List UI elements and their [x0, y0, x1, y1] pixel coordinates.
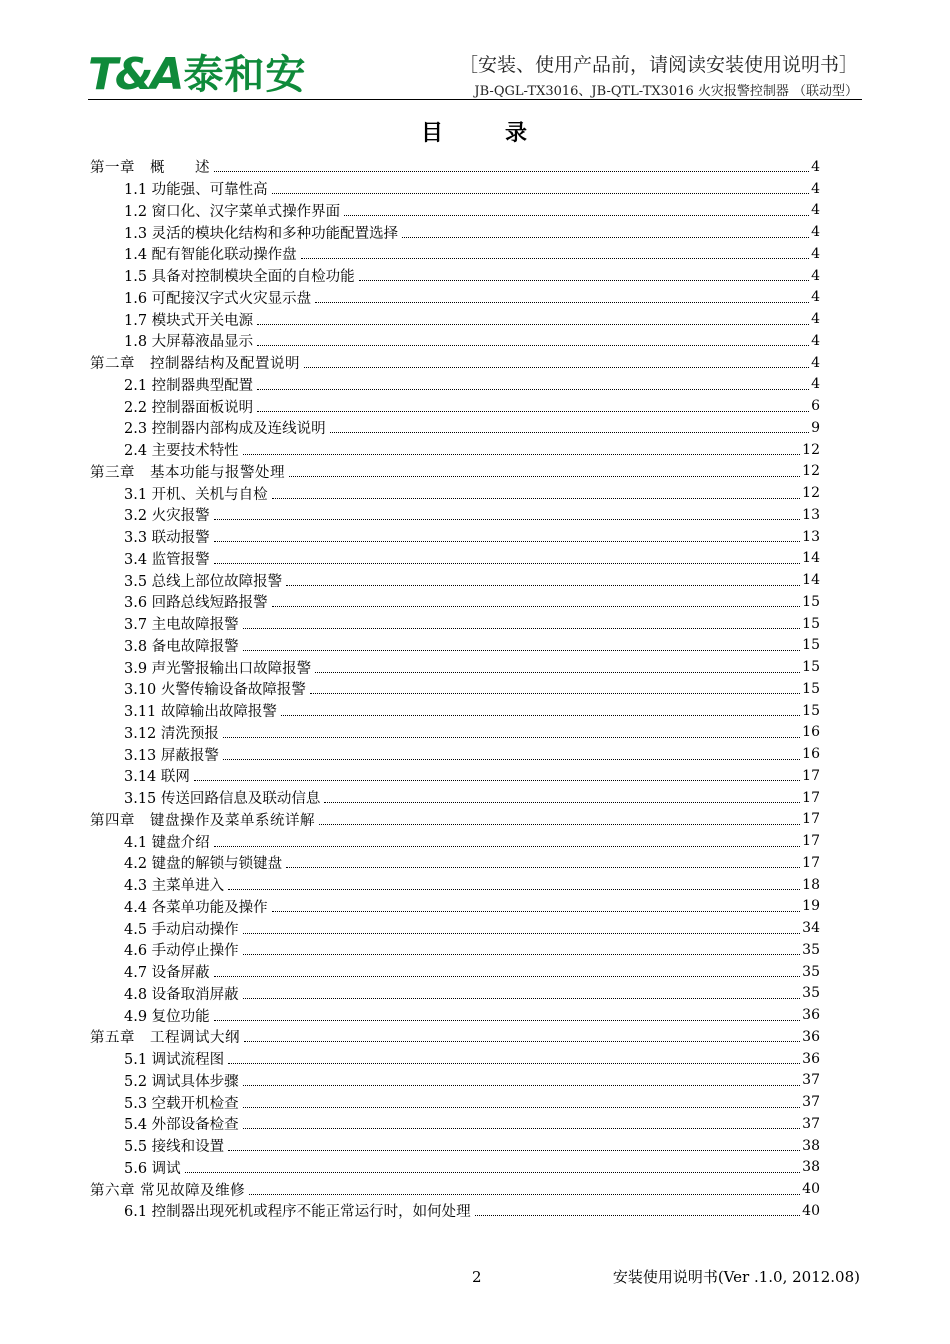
toc-entry-label: 4.3 主菜单进入 — [124, 878, 225, 895]
toc-chapter-entry[interactable] — [90, 809, 820, 831]
toc-entry-label: 5.6 调试 — [124, 1160, 181, 1177]
toc-section-entry[interactable] — [90, 1113, 820, 1135]
toc-entry-label: 4.6 手动停止操作 — [124, 943, 239, 960]
toc-entry-page: 17 — [802, 811, 820, 828]
toc-leader-dots — [214, 519, 801, 520]
toc-entry-page: 4 — [811, 224, 820, 241]
toc-chapter-entry[interactable] — [90, 352, 820, 374]
toc-leader-dots — [214, 541, 801, 542]
toc-leader-dots — [223, 759, 800, 760]
toc-leader-dots — [324, 802, 800, 803]
toc-leader-dots — [304, 367, 809, 368]
toc-section-entry[interactable] — [90, 635, 820, 657]
toc-entry-page: 36 — [802, 1028, 820, 1045]
toc-leader-dots — [330, 432, 809, 433]
toc-section-entry[interactable] — [90, 374, 820, 396]
toc-leader-dots — [289, 476, 800, 477]
toc-section-entry[interactable] — [90, 1135, 820, 1157]
toc-entry-label: 1.8 大屏幕液晶显示 — [124, 334, 254, 351]
toc-entry-label: 2.2 控制器面板说明 — [124, 399, 254, 416]
toc-entry-label: 第一章 概 述 — [90, 160, 210, 177]
table-of-contents — [90, 156, 820, 1222]
toc-entry-label: 第二章 控制器结构及配置说明 — [90, 356, 300, 373]
toc-entry-label: 3.8 备电故障报警 — [124, 638, 239, 655]
toc-leader-dots — [272, 606, 801, 607]
toc-entry-label: 3.15 传送回路信息及联动信息 — [124, 791, 321, 808]
toc-entry-label: 3.10 火警传输设备故障报警 — [124, 682, 306, 699]
toc-leader-dots — [243, 933, 801, 934]
toc-entry-page: 12 — [802, 463, 820, 480]
toc-entry-page: 36 — [802, 1007, 820, 1024]
toc-entry-page: 14 — [802, 572, 820, 589]
toc-entry-label: 4.2 键盘的解锁与锁键盘 — [124, 856, 283, 873]
toc-leader-dots — [257, 389, 809, 390]
toc-section-entry[interactable] — [90, 613, 820, 635]
toc-section-entry[interactable] — [90, 830, 820, 852]
toc-entry-page: 14 — [802, 550, 820, 567]
toc-section-entry[interactable] — [90, 308, 820, 330]
toc-entry-page: 40 — [802, 1202, 820, 1219]
toc-entry-page: 18 — [802, 876, 820, 893]
toc-entry-label: 2.1 控制器典型配置 — [124, 377, 254, 394]
toc-entry-page: 40 — [802, 1181, 820, 1198]
company-logo — [88, 50, 306, 100]
toc-entry-page: 16 — [802, 724, 820, 741]
toc-entry-label: 5.5 接线和设置 — [124, 1139, 225, 1156]
toc-entry-page: 17 — [802, 854, 820, 871]
toc-leader-dots — [223, 737, 800, 738]
toc-entry-page: 36 — [802, 1050, 820, 1067]
toc-entry-label: 3.12 清洗预报 — [124, 725, 219, 742]
toc-entry-label: 6.1 控制器出现死机或程序不能正常运行时，如何处理 — [124, 1204, 471, 1221]
toc-chapter-entry[interactable] — [90, 1178, 820, 1200]
toc-entry-label: 3.5 总线上部位故障报警 — [124, 573, 283, 590]
toc-section-entry[interactable] — [90, 700, 820, 722]
toc-entry-label: 第六章 常见故障及维修 — [90, 1182, 246, 1199]
toc-chapter-entry[interactable] — [90, 1026, 820, 1048]
footer-doc-info: 安装使用说明书(Ver .1.0, 2012.08) — [612, 1268, 860, 1286]
toc-chapter-entry[interactable] — [90, 461, 820, 483]
toc-entry-label: 3.11 故障输出故障报警 — [124, 704, 277, 721]
toc-section-entry[interactable] — [90, 417, 820, 439]
toc-entry-label: 3.13 屏蔽报警 — [124, 747, 219, 764]
toc-leader-dots — [194, 780, 800, 781]
toc-entry-label: 3.4 监管报警 — [124, 551, 210, 568]
toc-entry-page: 15 — [802, 702, 820, 719]
toc-entry-page: 35 — [802, 941, 820, 958]
toc-section-entry[interactable] — [90, 983, 820, 1005]
toc-chapter-entry[interactable] — [90, 156, 820, 178]
toc-entry-page: 4 — [811, 202, 820, 219]
toc-section-entry[interactable] — [90, 896, 820, 918]
toc-title — [0, 116, 950, 147]
toc-entry-page: 4 — [811, 267, 820, 284]
toc-leader-dots — [344, 215, 809, 216]
toc-section-entry[interactable] — [90, 765, 820, 787]
toc-leader-dots — [257, 411, 809, 412]
toc-leader-dots — [257, 345, 809, 346]
toc-entry-label: 3.14 联网 — [124, 769, 190, 786]
toc-section-entry[interactable] — [90, 961, 820, 983]
toc-section-entry[interactable] — [90, 569, 820, 591]
toc-leader-dots — [359, 280, 809, 281]
toc-entry-page: 37 — [802, 1094, 820, 1111]
toc-leader-dots — [301, 258, 809, 259]
toc-leader-dots — [243, 454, 801, 455]
toc-entry-label: 1.1 功能强、可靠性高 — [124, 182, 268, 199]
toc-entry-page: 9 — [811, 419, 820, 436]
toc-section-entry[interactable] — [90, 548, 820, 570]
toc-leader-dots — [319, 824, 800, 825]
toc-entry-label: 第三章 基本功能与报警处理 — [90, 464, 285, 481]
toc-leader-dots — [315, 672, 800, 673]
toc-entry-page: 6 — [811, 398, 820, 415]
toc-section-entry[interactable] — [90, 504, 820, 526]
toc-leader-dots — [315, 302, 809, 303]
toc-leader-dots — [243, 998, 801, 999]
toc-leader-dots — [243, 1085, 801, 1086]
toc-leader-dots — [475, 1215, 801, 1216]
toc-entry-label: 1.2 窗口化、汉字菜单式操作界面 — [124, 203, 341, 220]
toc-leader-dots — [402, 237, 809, 238]
toc-entry-page: 37 — [802, 1115, 820, 1132]
toc-entry-label: 3.7 主电故障报警 — [124, 617, 239, 634]
toc-section-entry[interactable] — [90, 1070, 820, 1092]
toc-leader-dots — [244, 1041, 800, 1042]
toc-leader-dots — [257, 324, 809, 325]
toc-leader-dots — [214, 1020, 801, 1021]
toc-entry-page: 38 — [802, 1159, 820, 1176]
toc-entry-page: 4 — [811, 376, 820, 393]
logo-latin-text: T&A — [88, 49, 182, 100]
toc-entry-page: 12 — [802, 441, 820, 458]
header-notice: ［安装、使用产品前，请阅读安装使用说明书］ — [458, 54, 858, 76]
toc-entry-page: 4 — [811, 354, 820, 371]
toc-entry-page: 38 — [802, 1137, 820, 1154]
toc-entry-page: 35 — [802, 985, 820, 1002]
toc-entry-label: 5.3 空载开机检查 — [124, 1095, 239, 1112]
toc-section-entry[interactable] — [90, 287, 820, 309]
toc-title-left: 目 — [420, 121, 445, 146]
toc-leader-dots — [228, 1150, 800, 1151]
toc-leader-dots — [272, 498, 801, 499]
toc-leader-dots — [214, 846, 801, 847]
toc-entry-label: 4.4 各菜单功能及操作 — [124, 899, 268, 916]
header-divider — [88, 99, 862, 100]
toc-entry-page: 15 — [802, 615, 820, 632]
toc-title-right: 录 — [505, 121, 530, 146]
toc-section-entry[interactable] — [90, 395, 820, 417]
toc-section-entry[interactable] — [90, 1200, 820, 1222]
toc-entry-label: 2.4 主要技术特性 — [124, 443, 239, 460]
header-model: JB-QGL-TX3016、JB-QTL-TX3016 火灾报警控制器 （联动型） — [474, 84, 858, 99]
toc-section-entry[interactable] — [90, 1157, 820, 1179]
toc-entry-label: 1.5 具备对控制模块全面的自检功能 — [124, 269, 355, 286]
toc-section-entry[interactable] — [90, 591, 820, 613]
toc-entry-label: 3.9 声光警报输出口故障报警 — [124, 660, 312, 677]
toc-entry-label: 1.4 配有智能化联动操作盘 — [124, 247, 297, 264]
toc-entry-page: 13 — [802, 506, 820, 523]
toc-leader-dots — [214, 976, 801, 977]
toc-leader-dots — [243, 954, 801, 955]
toc-leader-dots — [310, 693, 800, 694]
toc-section-entry[interactable] — [90, 1004, 820, 1026]
toc-section-entry[interactable] — [90, 526, 820, 548]
toc-section-entry[interactable] — [90, 243, 820, 265]
toc-leader-dots — [228, 889, 800, 890]
toc-entry-page: 15 — [802, 637, 820, 654]
toc-leader-dots — [272, 193, 809, 194]
toc-entry-label: 5.2 调试具体步骤 — [124, 1073, 239, 1090]
toc-entry-page: 19 — [802, 898, 820, 915]
toc-entry-label: 第四章 键盘操作及菜单系统详解 — [90, 812, 315, 829]
toc-entry-page: 4 — [811, 245, 820, 262]
toc-leader-dots — [243, 628, 801, 629]
toc-entry-label: 3.2 火灾报警 — [124, 508, 210, 525]
footer-page-number: 2 — [472, 1268, 482, 1286]
toc-entry-page: 4 — [811, 158, 820, 175]
toc-section-entry[interactable] — [90, 1091, 820, 1113]
toc-section-entry[interactable] — [90, 439, 820, 461]
toc-entry-page: 4 — [811, 332, 820, 349]
toc-leader-dots — [214, 563, 801, 564]
toc-entry-page: 34 — [802, 920, 820, 937]
toc-section-entry[interactable] — [90, 678, 820, 700]
toc-entry-label: 1.6 可配接汉字式火灾显示盘 — [124, 290, 312, 307]
toc-section-entry[interactable] — [90, 743, 820, 765]
toc-leader-dots — [272, 911, 801, 912]
toc-entry-page: 15 — [802, 680, 820, 697]
toc-section-entry[interactable] — [90, 787, 820, 809]
toc-leader-dots — [243, 1128, 801, 1129]
toc-entry-page: 17 — [802, 789, 820, 806]
toc-section-entry[interactable] — [90, 917, 820, 939]
toc-entry-page: 17 — [802, 833, 820, 850]
toc-entry-label: 4.9 复位功能 — [124, 1008, 210, 1025]
toc-section-entry[interactable] — [90, 722, 820, 744]
toc-entry-label: 第五章 工程调试大纲 — [90, 1030, 240, 1047]
toc-entry-page: 4 — [811, 180, 820, 197]
toc-entry-label: 2.3 控制器内部构成及连线说明 — [124, 421, 326, 438]
toc-entry-page: 4 — [811, 289, 820, 306]
toc-section-entry[interactable] — [90, 939, 820, 961]
page-header — [0, 0, 950, 100]
toc-section-entry[interactable] — [90, 852, 820, 874]
toc-section-entry[interactable] — [90, 200, 820, 222]
toc-entry-page: 4 — [811, 311, 820, 328]
toc-leader-dots — [243, 1107, 801, 1108]
toc-leader-dots — [286, 585, 800, 586]
toc-leader-dots — [214, 171, 809, 172]
toc-entry-page: 15 — [802, 659, 820, 676]
toc-section-entry[interactable] — [90, 221, 820, 243]
toc-entry-label: 3.1 开机、关机与自检 — [124, 486, 268, 503]
toc-leader-dots — [286, 867, 800, 868]
toc-leader-dots — [185, 1172, 801, 1173]
toc-entry-label: 1.3 灵活的模块化结构和多种功能配置选择 — [124, 225, 399, 242]
toc-entry-page: 17 — [802, 767, 820, 784]
toc-section-entry[interactable] — [90, 874, 820, 896]
toc-entry-label: 4.7 设备屏蔽 — [124, 965, 210, 982]
toc-section-entry[interactable] — [90, 1048, 820, 1070]
toc-entry-page: 15 — [802, 593, 820, 610]
toc-entry-label: 5.1 调试流程图 — [124, 1052, 225, 1069]
toc-entry-page: 37 — [802, 1072, 820, 1089]
toc-section-entry[interactable] — [90, 482, 820, 504]
toc-entry-label: 5.4 外部设备检查 — [124, 1117, 239, 1134]
toc-entry-page: 16 — [802, 746, 820, 763]
toc-leader-dots — [243, 650, 801, 651]
logo-chinese-text: 泰和安 — [183, 52, 307, 98]
toc-entry-label: 4.5 手动启动操作 — [124, 921, 239, 938]
toc-entry-page: 35 — [802, 963, 820, 980]
toc-section-entry[interactable] — [90, 656, 820, 678]
toc-entry-label: 3.3 联动报警 — [124, 530, 210, 547]
toc-entry-label: 4.1 键盘介绍 — [124, 834, 210, 851]
toc-leader-dots — [281, 715, 800, 716]
toc-entry-label: 1.7 模块式开关电源 — [124, 312, 254, 329]
toc-leader-dots — [249, 1194, 800, 1195]
toc-leader-dots — [228, 1063, 800, 1064]
toc-section-entry[interactable] — [90, 265, 820, 287]
toc-entry-page: 12 — [802, 485, 820, 502]
toc-section-entry[interactable] — [90, 178, 820, 200]
toc-entry-label: 4.8 设备取消屏蔽 — [124, 986, 239, 1003]
toc-section-entry[interactable] — [90, 330, 820, 352]
toc-entry-label: 3.6 回路总线短路报警 — [124, 595, 268, 612]
toc-entry-page: 13 — [802, 528, 820, 545]
